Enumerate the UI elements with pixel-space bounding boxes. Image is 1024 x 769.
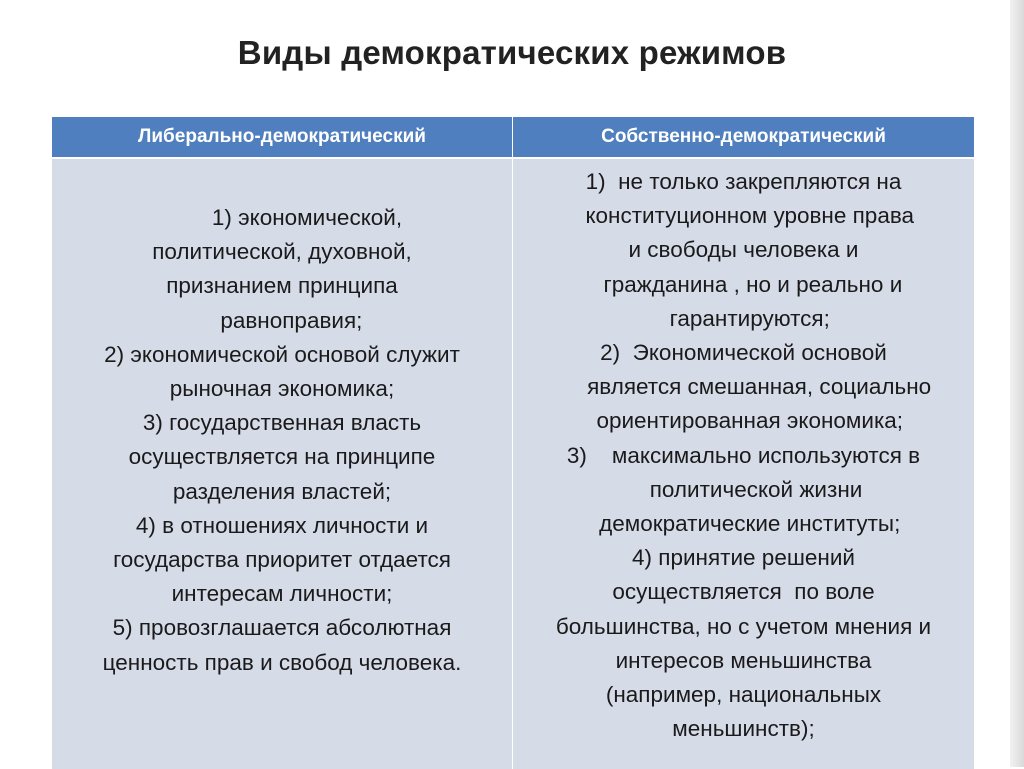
- text-line: является смешанная, социально: [555, 374, 932, 400]
- regimes-table: [52, 117, 974, 767]
- text-line: 5) провозглашается абсолютная: [112, 615, 452, 641]
- text-line: государства приоритет отдается: [113, 547, 451, 573]
- text-line: 3) максимально используются в: [566, 442, 921, 468]
- table-body-row: [52, 157, 974, 769]
- text-line: 1) не только закрепляются на: [585, 169, 902, 194]
- text-line: 2) Экономической основой: [600, 340, 887, 366]
- text-line: конституционном уровне права: [572, 203, 915, 229]
- text-line: 4) принятие решений: [632, 545, 855, 571]
- text-line: большинства, но с учетом мнения и: [555, 613, 932, 639]
- text-line: ориентированная экономика;: [583, 408, 904, 434]
- header-proper-democratic: Собственно-демократический: [513, 117, 974, 157]
- text-line: ценность прав и свобод человека.: [102, 649, 462, 675]
- text-line: интересам личности;: [171, 581, 393, 607]
- table-header-row: [52, 117, 974, 157]
- text-line: (например, национальных: [605, 682, 882, 708]
- text-line: и свободы человека и: [628, 237, 859, 263]
- text-line: гарантируются;: [657, 305, 830, 331]
- text-line: рыночная экономика;: [169, 376, 395, 402]
- text-line: равноправия;: [201, 307, 363, 333]
- text-line: интересов меньшинства: [615, 647, 872, 673]
- text-line: 2) экономической основой служит: [104, 341, 460, 367]
- text-line: политической, духовной,: [152, 239, 412, 265]
- text-line: политической жизни: [624, 476, 863, 502]
- page-edge-shadow: [1010, 0, 1024, 767]
- cell-liberal-democratic: [52, 159, 513, 769]
- text-line: признанием принципа: [166, 273, 398, 299]
- text-line: осуществляется на принципе: [128, 444, 436, 470]
- text-line: разделения властей;: [172, 478, 392, 504]
- text-line: меньшинств);: [672, 716, 815, 742]
- text-line: гражданина , но и реально и: [584, 271, 903, 297]
- cell-proper-democratic: [513, 159, 974, 769]
- text-line: осуществляется по воле: [612, 579, 875, 605]
- text-line: 4) в отношениях личности и: [135, 512, 429, 538]
- text-line: 1) экономической,: [161, 205, 403, 230]
- text-line: 3) государственная власть: [142, 410, 422, 436]
- text-line: демократические институты;: [586, 511, 901, 537]
- header-liberal-democratic: Либерально-демократический: [52, 117, 513, 157]
- slide-title: Виды демократических режимов: [237, 34, 787, 71]
